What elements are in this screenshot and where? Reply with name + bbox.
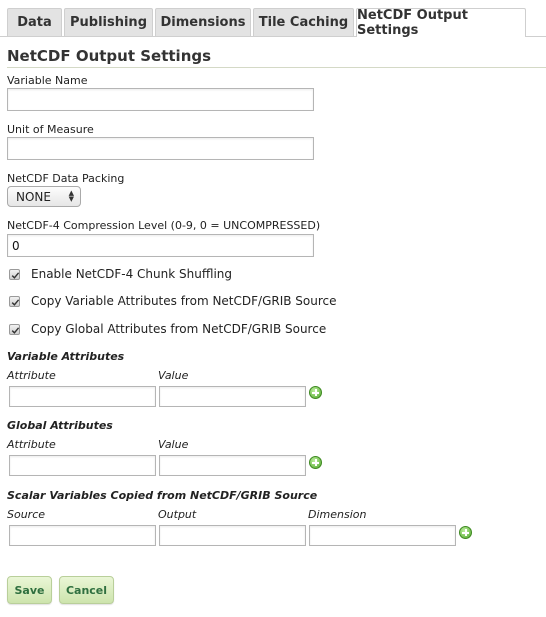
source-column-header: Source (7, 508, 46, 521)
page-title: NetCDF Output Settings (7, 47, 546, 68)
variable-name-input[interactable] (7, 88, 314, 111)
copy-variable-attributes-checkbox[interactable] (9, 296, 20, 307)
variable-value-column-header: Value (158, 369, 189, 382)
tab-bar (0, 0, 546, 37)
add-global-attribute-icon[interactable] (309, 456, 322, 469)
copy-global-attributes-label: Copy Global Attributes from NetCDF/GRIB Source (31, 322, 327, 336)
scalar-output-input[interactable] (159, 525, 306, 546)
tab-netcdf-output-settings[interactable]: NetCDF Output Settings (356, 8, 526, 37)
global-attribute-input[interactable] (9, 455, 156, 476)
tab-tile-caching[interactable]: Tile Caching (253, 8, 354, 36)
global-value-input[interactable] (159, 455, 306, 476)
scalar-dimension-input[interactable] (309, 525, 456, 546)
cancel-button[interactable]: Cancel (59, 576, 114, 604)
copy-variable-attributes-row[interactable] (9, 294, 337, 308)
variable-attributes-title: Variable Attributes (7, 350, 125, 363)
copy-global-attributes-row[interactable] (9, 322, 326, 336)
save-button[interactable]: Save (7, 576, 52, 604)
copy-global-attributes-checkbox[interactable] (9, 324, 20, 335)
data-packing-label: NetCDF Data Packing (7, 172, 125, 185)
unit-of-measure-label: Unit of Measure (7, 123, 94, 136)
global-value-column-header: Value (158, 438, 189, 451)
scalar-variables-title: Scalar Variables Copied from NetCDF/GRIB Source (7, 489, 318, 502)
variable-attribute-input[interactable] (9, 386, 156, 407)
global-attribute-column-header: Attribute (7, 438, 56, 451)
variable-attribute-column-header: Attribute (7, 369, 56, 382)
variable-name-label: Variable Name (7, 74, 88, 87)
chunk-shuffling-row[interactable] (9, 267, 232, 281)
chunk-shuffling-checkbox[interactable] (9, 269, 20, 280)
add-variable-attribute-icon[interactable] (309, 386, 322, 399)
unit-of-measure-input[interactable] (7, 137, 314, 160)
data-packing-select[interactable] (7, 186, 81, 207)
variable-value-input[interactable] (159, 386, 306, 407)
output-column-header: Output (158, 508, 197, 521)
compression-level-input[interactable] (7, 234, 314, 257)
copy-variable-attributes-label: Copy Variable Attributes from NetCDF/GRIB Source (31, 294, 337, 308)
checkmark-icon (10, 325, 21, 336)
tab-publishing[interactable]: Publishing (64, 8, 153, 36)
global-attributes-title: Global Attributes (7, 419, 113, 432)
tab-data[interactable]: Data (7, 8, 62, 36)
scalar-source-input[interactable] (9, 525, 156, 546)
dimension-column-header: Dimension (308, 508, 367, 521)
tab-dimensions[interactable]: Dimensions (155, 8, 251, 36)
data-packing-value: NONE (16, 189, 51, 204)
select-arrows-icon: ▲ ▼ (68, 189, 74, 203)
chunk-shuffling-label: Enable NetCDF-4 Chunk Shuffling (31, 267, 232, 281)
add-scalar-variable-icon[interactable] (459, 526, 472, 539)
checkmark-icon (10, 297, 21, 308)
compression-level-label: NetCDF-4 Compression Level (0-9, 0 = UNCOMPRESSED) (7, 219, 321, 232)
checkmark-icon (10, 270, 21, 281)
